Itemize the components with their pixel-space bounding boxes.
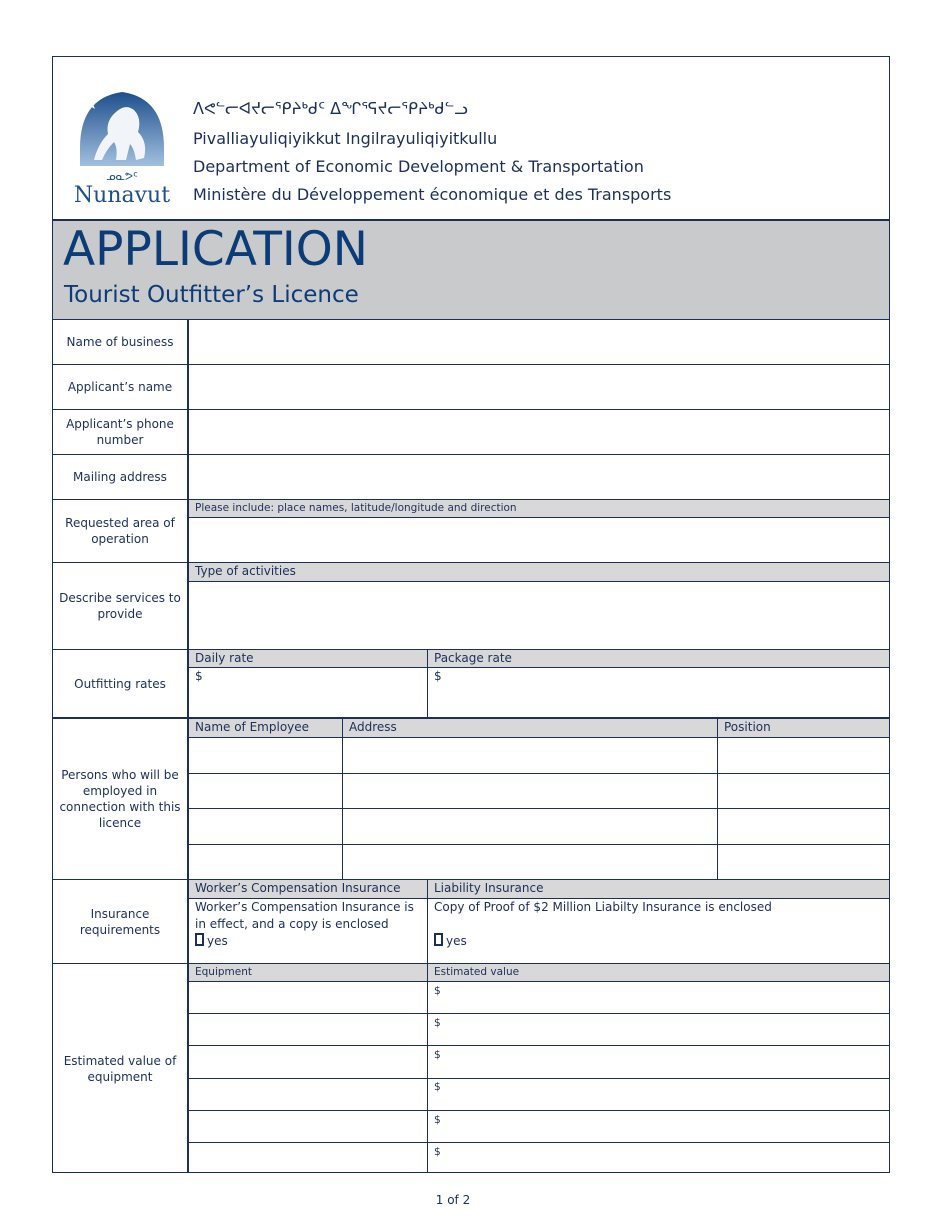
daily-rate-header: Daily rate xyxy=(189,650,427,667)
logo-text: Nunavut xyxy=(73,183,171,208)
equipment-1-value[interactable] xyxy=(440,982,889,1013)
liability-header: Liability Insurance xyxy=(428,880,889,898)
equipment-4-value[interactable] xyxy=(440,1079,889,1110)
label-applicant: Applicant’s name xyxy=(67,380,173,394)
liability-text: Copy of Proof of $2 Million Liabilty Insurance is enclosed xyxy=(434,900,772,914)
package-rate-dollar: $ xyxy=(434,669,442,683)
equipment-4-name[interactable] xyxy=(189,1079,427,1110)
liability-yes-label: yes xyxy=(446,934,467,948)
nunavut-logo xyxy=(72,88,172,208)
equipment-1-name[interactable] xyxy=(189,982,427,1013)
label-mailing: Mailing address xyxy=(73,470,167,484)
header-french: Ministère du Développement économique et des Transports xyxy=(193,185,672,204)
employee-4-address[interactable] xyxy=(343,845,717,879)
label-services: Describe services to provide xyxy=(59,591,181,621)
area-input[interactable] xyxy=(189,518,889,562)
equipment-1-dollar: $ xyxy=(434,985,441,997)
equipment-3-value[interactable] xyxy=(440,1046,889,1078)
applicant-input[interactable] xyxy=(189,365,889,409)
equipment-6-name[interactable] xyxy=(189,1143,427,1172)
wc-header: Worker’s Compensation Insurance xyxy=(189,880,427,898)
employee-1-address[interactable] xyxy=(343,738,717,773)
equipment-5-dollar: $ xyxy=(434,1114,441,1126)
label-rates: Outfitting rates xyxy=(74,676,166,691)
services-input[interactable] xyxy=(189,582,889,649)
daily-rate-dollar: $ xyxy=(195,669,203,683)
liability-yes-checkbox[interactable] xyxy=(434,933,443,946)
equipment-2-value[interactable] xyxy=(440,1014,889,1045)
page-number: 1 of 2 xyxy=(435,1193,471,1207)
liability-yes-option[interactable] xyxy=(434,933,467,950)
employee-2-position[interactable] xyxy=(718,774,889,808)
form-title: APPLICATION xyxy=(63,222,368,277)
header-inuinnaqtun: Pivalliayuliqiyikkut Ingilrayuliqiyitkullu xyxy=(193,129,498,148)
col-equipment: Equipment xyxy=(189,964,427,981)
label-business: Name of business xyxy=(66,335,174,349)
equipment-4-dollar: $ xyxy=(434,1081,441,1093)
employee-3-address[interactable] xyxy=(343,809,717,844)
daily-rate-input[interactable] xyxy=(189,668,427,717)
header-syllabics: ᐱᕙᓪᓕᐊᔪᓕᕿᔨᒃᑯᑦ ᐃᖏᕐᕋᔪᓕᕿᔨᒃᑯᓪᓗ xyxy=(193,99,468,118)
equipment-2-name[interactable] xyxy=(189,1014,427,1045)
employee-4-position[interactable] xyxy=(718,845,889,879)
business-input[interactable] xyxy=(189,320,889,364)
package-rate-header: Package rate xyxy=(428,650,889,667)
label-phone: Applicant’s phone number xyxy=(66,417,174,447)
equipment-6-dollar: $ xyxy=(434,1146,441,1158)
package-rate-input[interactable] xyxy=(428,668,889,717)
form-subtitle: Tourist Outfitter’s Licence xyxy=(64,282,359,308)
label-area: Requested area of operation xyxy=(65,516,175,546)
col-employee-name: Name of Employee xyxy=(189,719,342,737)
phone-input[interactable] xyxy=(189,410,889,454)
equipment-6-value[interactable] xyxy=(440,1143,889,1172)
employee-3-name[interactable] xyxy=(189,809,342,844)
col-employee-position: Position xyxy=(718,719,889,737)
equipment-2-dollar: $ xyxy=(434,1017,441,1029)
services-hint: Type of activities xyxy=(189,563,889,581)
equipment-3-name[interactable] xyxy=(189,1046,427,1078)
area-hint: Please include: place names, latitude/longitude and direction xyxy=(189,500,889,517)
logo-syllabics: ᓄᓇᕗᑦ xyxy=(106,170,138,183)
wc-yes-option[interactable] xyxy=(195,933,228,950)
label-insurance: Insurance requirements xyxy=(79,906,161,937)
equipment-5-name[interactable] xyxy=(189,1111,427,1142)
equipment-3-dollar: $ xyxy=(434,1049,441,1061)
label-equipment: Estimated value of equipment xyxy=(63,1053,177,1084)
wc-text: Worker’s Compensation Insurance is in effect, and a copy is enclosed xyxy=(195,900,414,931)
col-employee-address: Address xyxy=(343,719,717,737)
wc-yes-label: yes xyxy=(207,934,228,948)
employee-2-name[interactable] xyxy=(189,774,342,808)
wc-yes-checkbox[interactable] xyxy=(195,933,204,946)
equipment-5-value[interactable] xyxy=(440,1111,889,1142)
employee-1-position[interactable] xyxy=(718,738,889,773)
employee-1-name[interactable] xyxy=(189,738,342,773)
label-employees: Persons who will be employed in connection with this licence xyxy=(59,768,181,830)
col-estimated-value: Estimated value xyxy=(428,964,889,981)
employee-4-name[interactable] xyxy=(189,845,342,879)
employee-2-address[interactable] xyxy=(343,774,717,808)
employee-3-position[interactable] xyxy=(718,809,889,844)
mailing-input[interactable] xyxy=(189,455,889,499)
header-english: Department of Economic Development & Transportation xyxy=(193,157,644,176)
